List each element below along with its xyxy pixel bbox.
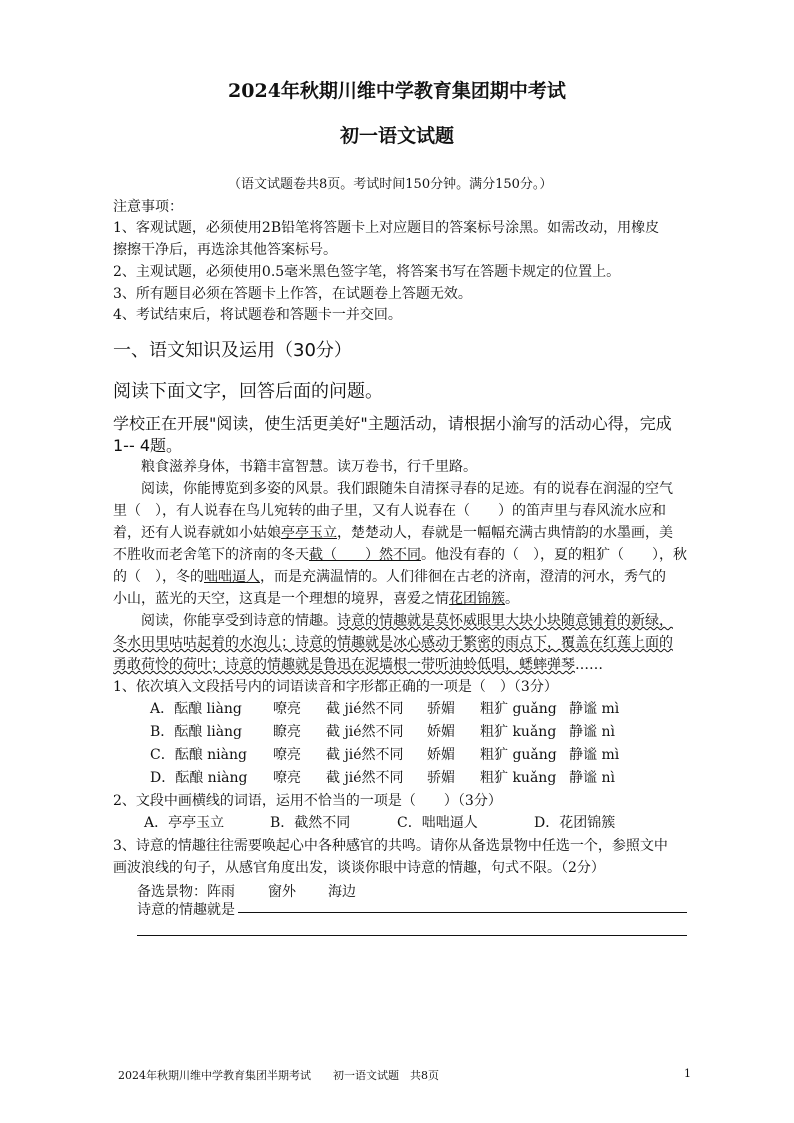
passage-line (113, 545, 687, 565)
q2-option-d: D．花团锦簇 (534, 815, 616, 831)
underlined-phrase: 花团锦簇 (449, 591, 505, 607)
option-cell: 嘹亮 (273, 701, 301, 717)
option-cell: 静谧 mì (569, 701, 620, 717)
notes-heading: 注意事项： (113, 199, 183, 215)
note-line: 2、主观试题，必须使用0.5毫米黑色签字笔，将答案书写在答题卡规定的位置上。 (113, 264, 621, 280)
section-heading: 一、语文知识及运用（30分） (113, 340, 352, 361)
scenery-choice: 窗外 (268, 884, 296, 900)
answer-line[interactable] (238, 912, 687, 913)
note-line: 擦擦干净后，再选涂其他答案标号。 (113, 242, 337, 258)
activity-intro-range: 1-- 4题。 (113, 436, 182, 455)
note-line: 1、客观试题，必须使用2B铅笔将答题卡上对应题目的答案标号涂黑。如需改动，用橡皮 (113, 220, 660, 236)
option-cell: 粗犷 guǎng (480, 701, 557, 717)
question-3-stem-cont: 画波浪线的句子，从感官角度出发，谈谈你眼中诗意的情趣，句式不限。（2分） (113, 860, 605, 876)
option-cell: 截 jié然不同 (326, 724, 404, 740)
exam-subtitle: 初一语文试题 (339, 125, 454, 147)
note-line: 3、所有题目必须在答题卡上作答，在试题卷上答题无效。 (113, 286, 472, 302)
q1-option-c: C．酝酿 niàng (150, 747, 247, 763)
passage-text: …… (575, 657, 603, 673)
option-cell: 嘹亮 (273, 747, 301, 763)
question-1-stem: 1、依次填入文段括号内的词语读音和字形都正确的一项是（ ）（3分） (113, 679, 558, 695)
passage-text: 小山，蓝光的天空，这真是一个理想的境界，喜爱之情 (113, 591, 449, 607)
q2-option-c: C．咄咄逼人 (397, 815, 478, 831)
option-cell: A．酝酿 liàng (150, 701, 242, 717)
wavy-underlined-sentence: 冬水田里咕咕起着的水泡儿；诗意的情趣就是冰心感动于繁密的雨点下，覆盖在红莲上面的 (113, 635, 673, 651)
option-cell: 娇媚 (427, 747, 455, 763)
passage-line (113, 633, 673, 653)
option-cell: 粗犷 kuǎng (480, 724, 557, 740)
option-cell: 瞭亮 (273, 724, 301, 740)
answer-prefix: 诗意的情趣就是 (137, 902, 235, 918)
passage-text: 。 (505, 591, 519, 607)
exam-info: （语文试题卷共8页。考试时间150分钟。满分150分。） (228, 177, 553, 192)
underlined-phrase: 亭亭玉立 (281, 525, 337, 541)
option-cell: 粗犷 kuǎng (480, 770, 557, 786)
passage-text: 。他没有春的（ ），夏的粗犷（ ），秋 (421, 547, 687, 563)
passage-line (113, 523, 673, 543)
option-cell: 骄媚 (427, 770, 455, 786)
option-cell: 静谧 nì (569, 770, 615, 786)
passage-text: 不胜收而老舍笔下的济南的冬天 (113, 547, 309, 563)
underlined-phrase: 截（ ）然不同 (309, 547, 421, 563)
option-cell: 嘹亮 (273, 770, 301, 786)
exam-title: 2024年秋期川维中学教育集团期中考试 (228, 80, 566, 102)
q2-option-b: B．截然不同 (270, 815, 351, 831)
q1-option-b: B．酝酿 liàng (150, 724, 243, 740)
page-number: 1 (684, 1067, 691, 1080)
footer-text: 2024年秋期川维中学教育集团半期考试 初一语文试题 共8页 (118, 1069, 439, 1082)
passage-line (113, 589, 519, 609)
passage-text: 的（ ），冬的 (113, 569, 204, 585)
passage-line (113, 655, 603, 675)
passage-line (113, 567, 666, 587)
option-cell: 静谧 nì (569, 724, 615, 740)
underlined-phrase: 咄咄逼人 (204, 569, 260, 585)
scenery-choices-label: 备选景物：阵雨 (137, 884, 235, 900)
option-cell: 娇媚 (427, 724, 455, 740)
question-3-stem: 3、诗意的情趣往往需要唤起心中各种感官的共鸣。请你从备选景物中任选一个，参照文中 (113, 838, 668, 854)
option-cell: 截 jié然不同 (326, 747, 404, 763)
scenery-choice: 海边 (328, 884, 356, 900)
option-cell: 粗犷 guǎng (480, 747, 557, 763)
answer-line[interactable] (137, 935, 687, 936)
section-instruction: 阅读下面文字，回答后面的问题。 (113, 381, 383, 402)
passage-line: 阅读，你能博览到多姿的风景。我们跟随朱自清探寻春的足迹。有的说春在润湿的空气 (141, 481, 673, 497)
passage-line (141, 611, 673, 631)
passage-text: 着，还有人说春就如小姑娘 (113, 525, 281, 541)
q1-option-d: D．酝酿 niàng (150, 770, 248, 786)
q1-option-a (150, 699, 242, 719)
note-line: 4、考试结束后，将试题卷和答题卡一并交回。 (113, 307, 402, 323)
option-cell: 静谧 mì (569, 747, 620, 763)
wavy-underlined-sentence: 诗意的情趣就是莫怀威眼里大块小块随意铺着的新绿， (337, 613, 673, 629)
option-cell: 骄媚 (427, 701, 455, 717)
wavy-underlined-sentence: 勇敢荷怜的荷叶；诗意的情趣就是鲁迅在泥墙根一带听油蛉低唱，蟋蟀弹琴 (113, 657, 575, 673)
passage-text: ，楚楚动人，春就是一幅幅充满古典情韵的水墨画，美 (337, 525, 673, 541)
passage-paragraph-1: 粮食滋养身体，书籍丰富智慧。读万卷书，行千里路。 (141, 459, 477, 475)
option-cell: 截 jié然不同 (326, 701, 404, 717)
activity-intro: 学校正在开展"阅读，使生活更美好"主题活动，请根据小渝写的活动心得，完成 (113, 414, 672, 433)
q2-option-a: A．亭亭玉立 (144, 815, 225, 831)
question-2-stem: 2、文段中画横线的词语，运用不恰当的一项是（ ）（3分） (113, 793, 502, 809)
passage-text: ，而是充满温情的。人们徘徊在古老的济南，澄清的河水，秀气的 (260, 569, 666, 585)
option-cell: 截 jié然不同 (326, 770, 404, 786)
passage-line: 里（ ），有人说春在鸟儿宛转的曲子里，又有人说春在（ ）的笛声里与春风流水应和 (113, 503, 666, 519)
passage-text: 阅读，你能享受到诗意的情趣。 (141, 613, 337, 629)
